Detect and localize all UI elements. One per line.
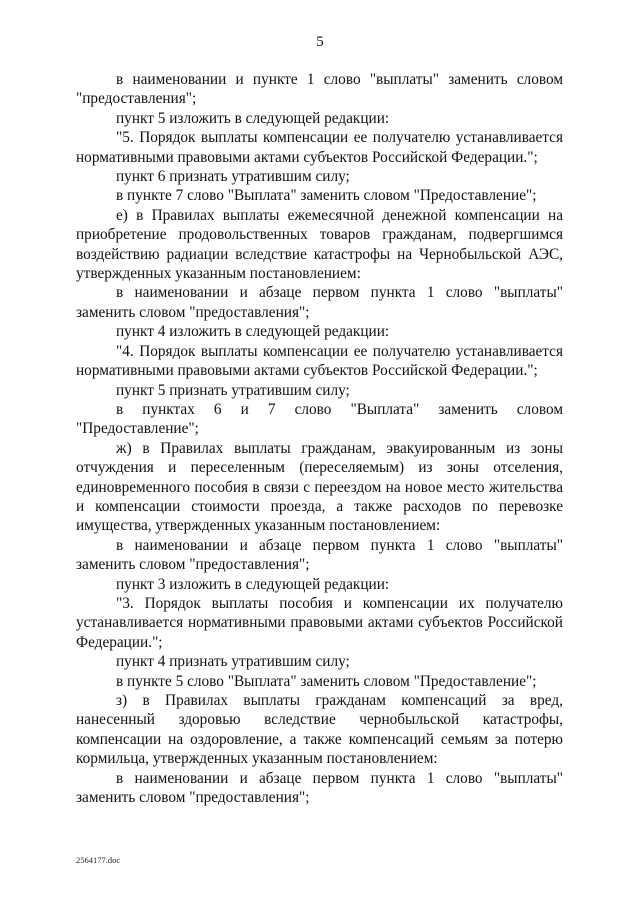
paragraph: "5. Порядок выплаты компенсации ее получателю устанавливается нормативными правовыми актами субъектов Российской Федерации."; <box>76 129 563 166</box>
paragraph: е) в Правилах выплаты ежемесячной денежной компенсации на приобретение продовольственных товаров гражданам, подвергшимся воздействию радиации вследствие катастрофы на Чернобыльской АЭС, утвержденных указанным постановлением: <box>76 206 563 283</box>
paragraph: "4. Порядок выплаты компенсации ее получателю устанавливается нормативными правовыми актами субъектов Российской Федерации."; <box>76 342 563 380</box>
paragraph: в пунктах 6 и 7 слово "Выплата" заменить словом "Предоставление"; <box>76 400 563 438</box>
paragraph: в наименовании и абзаце первом пункта 1 слово "выплаты" заменить словом "предоставления"; <box>76 536 563 574</box>
paragraph: пункт 6 признать утратившим силу; <box>116 168 350 186</box>
paragraph: в наименовании и пункте 1 слово "выплаты" заменить словом "предоставления"; <box>76 71 563 108</box>
paragraph: пункт 5 изложить в следующей редакции: <box>116 109 390 127</box>
paragraph: "3. Порядок выплаты пособия и компенсации их получателю устанавливается нормативными правовыми актами субъектов Российской Федерации."; <box>76 594 563 651</box>
paragraph: в наименовании и абзаце первом пункта 1 слово "выплаты" заменить словом "предоставления"; <box>76 284 563 321</box>
document-file-code: 2564177.doc <box>76 855 121 865</box>
document-body <box>76 70 563 807</box>
paragraph: з) в Правилах выплаты гражданам компенсаций за вред, нанесенный здоровью вследствие чернобыльской катастрофы, компенсации на оздоровление, а также компенсаций семьям за потерю кормильца, утвержденных указанным постановлением: <box>76 692 563 768</box>
paragraph: в наименовании и абзаце первом пункта 1 слово "выплаты" заменить словом "предоставления"; <box>76 769 563 807</box>
paragraph: пункт 5 признать утратившим силу; <box>116 381 350 399</box>
paragraph: пункт 4 признать утратившим силу; <box>116 653 350 671</box>
paragraph: в пункте 7 слово "Выплата" заменить словом "Предоставление"; <box>116 187 537 205</box>
page-number: 5 <box>316 34 324 50</box>
paragraph: пункт 4 изложить в следующей редакции: <box>116 323 390 341</box>
paragraph: ж) в Правилах выплаты гражданам, эвакуированным из зоны отчуждения и переселенным (переселяемым) из зоны отселения, единовременного пособия в связи с переездом на новое место жительства и компенсации стоимости проезда, а также расходов по перевозке имущества, утвержденных указанным постановлением: <box>76 439 563 535</box>
paragraph: пункт 3 изложить в следующей редакции: <box>116 575 390 593</box>
paragraph: в пункте 5 слово "Выплата" заменить словом "Предоставление"; <box>116 672 537 690</box>
